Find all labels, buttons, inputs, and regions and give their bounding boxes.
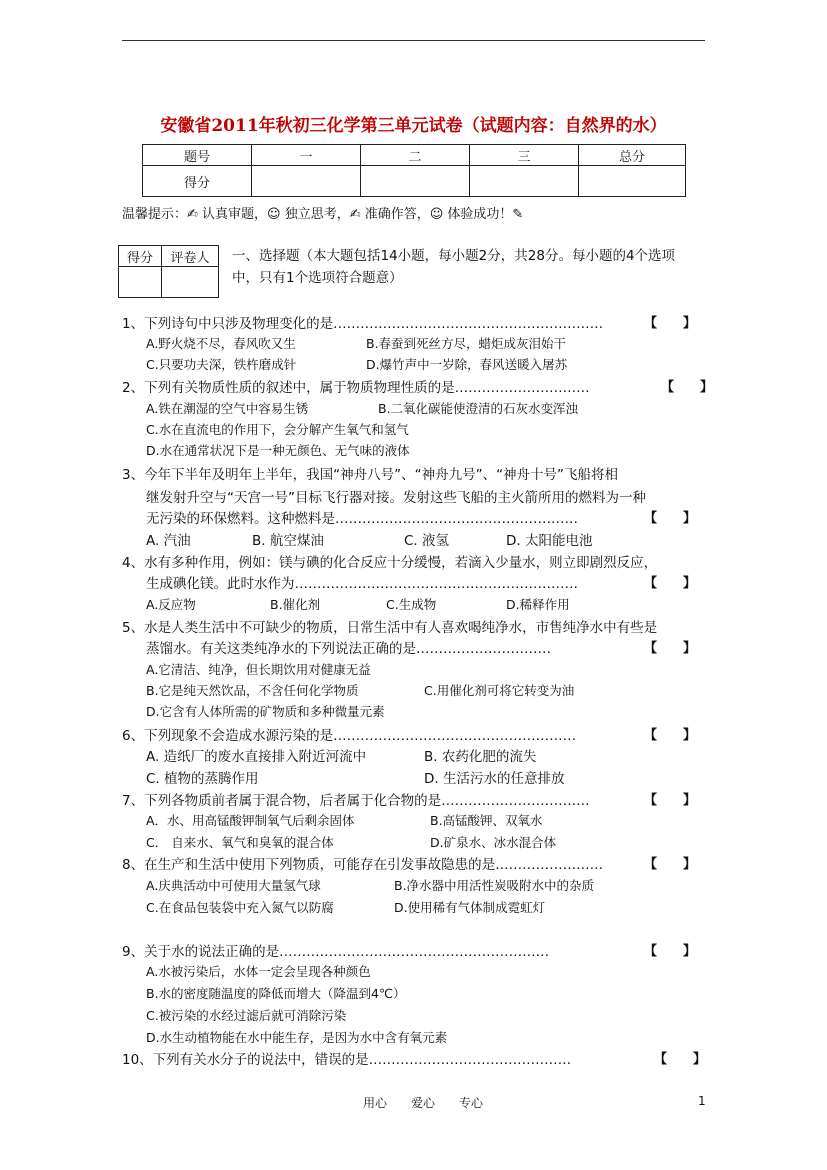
question-3-line-2: 继发射升空与“天宫一号”目标飞行器对接。发射这些飞船的主火箭所用的燃料为一种 [146,490,646,506]
score-header-cell: 总分 [579,145,686,166]
answer-bracket[interactable]: 【 】 [644,728,697,743]
option-c: C. 植物的蒸腾作用 [146,771,259,787]
option-b: B. 农药化肥的流失 [424,749,537,765]
option-d: D.矿泉水、冰水混合体 [430,835,557,850]
option-c: C.只要功夫深，铁杵磨成针 [146,357,297,372]
option-c: C.水在直流电的作用下，会分解产生氧气和氢气 [146,422,409,437]
option-d: D.水在通常状况下是一种无颜色、无气味的液体 [146,443,410,458]
score-header-cell: 二 [361,145,470,166]
score-row-label: 得分 [143,166,252,197]
option-c: C． 自来水、氧气和臭氧的混合体 [146,835,334,850]
option-a: A.水被污染后，水体一定会呈现各种颜色 [146,964,371,979]
answer-bracket[interactable]: 【 】 [644,857,697,872]
answer-bracket[interactable]: 【 】 [644,316,697,331]
answer-bracket[interactable]: 【 】 [644,793,697,808]
option-a: A. 汽油 [146,533,191,549]
option-a: A.反应物 [146,597,196,612]
question-5-line-2: 蒸馏水。有关这类纯净水的下列说法正确的是………………………… [146,641,551,657]
option-c: C.用催化剂可将它转变为油 [424,683,575,698]
option-d: D. 太阳能电池 [506,533,593,549]
question-1: 1、下列诗句中只涉及物理变化的是…………………………………………………… [122,316,604,332]
grader-score-blank[interactable] [119,267,162,298]
answer-bracket[interactable]: 【 】 [644,576,697,591]
question-5-line-1: 5、水是人类生活中不可缺少的物质，日常生活中有人喜欢喝纯净水，市售纯净水中有些是 [122,620,658,636]
grader-name-label: 评卷人 [162,246,219,267]
option-d: D.使用稀有气体制成霓虹灯 [394,900,546,915]
option-d: D. 生活污水的任意排放 [424,771,565,787]
option-a: A. 造纸厂的废水直接排入附近河流中 [146,749,367,765]
option-a: A.野火烧不尽，春风吹又生 [146,336,296,351]
option-b: B.它是纯天然饮品，不含任何化学物质 [146,683,359,698]
answer-bracket[interactable]: 【 】 [644,511,697,526]
score-header-cell: 题号 [143,145,252,166]
answer-bracket[interactable]: 【 】 [654,1052,707,1067]
score-blank-cell[interactable] [470,166,579,197]
grader-box [118,245,219,298]
page-title: 安徽省2011年秋初三化学第三单元试卷（试题内容：自然界的水） [160,116,667,136]
page-number: 1 [698,1094,706,1108]
question-8: 8、在生产和生活中使用下列物质，可能存在引发事故隐患的是…………………… [122,857,604,873]
question-3-line-3: 无污染的环保燃料。这种燃料是……………………………………………… [146,511,578,527]
option-b: B.催化剂 [270,597,321,612]
answer-bracket[interactable]: 【 】 [644,641,697,656]
option-b: B.二氧化碳能使澄清的石灰水变浑浊 [378,401,579,416]
question-3-line-1: 3、今年下半年及明年上半年，我国“神舟八号”、“神舟九号”、“神舟十号”飞船将相 [122,467,619,483]
question-4-line-2: 生成碘化镁。此时水作为……………………………………………………… [146,576,578,592]
answer-bracket[interactable]: 【 】 [661,380,714,395]
question-10: 10、下列有关水分子的说法中，错误的是……………………………………… [122,1052,572,1068]
grader-score-label: 得分 [119,246,162,267]
option-b: B.春蚕到死丝方尽，蜡炬成灰泪始干 [366,336,567,351]
question-6: 6、下列现象不会造成水源污染的是……………………………………………… [122,728,577,744]
answer-bracket[interactable]: 【 】 [644,944,697,959]
option-d: D.稀释作用 [506,597,570,612]
option-a: A.铁在潮湿的空气中容易生锈 [146,401,309,416]
score-blank-cell[interactable] [361,166,470,197]
question-4-line-1: 4、水有多种作用，例如：镁与碘的化合反应十分缓慢，若滴入少量水，则立即剧烈反应， [122,555,658,571]
option-b: B.水的密度随温度的降低而增大（降温到4℃） [146,986,406,1001]
option-c: C.在食品包装袋中充入氮气以防腐 [146,900,334,915]
question-9: 9、关于水的说法正确的是…………………………………………………… [122,944,550,960]
option-c: C.生成物 [386,597,437,612]
option-c: C.被污染的水经过滤后就可消除污染 [146,1008,347,1023]
option-a: A．水、用高锰酸钾制氧气后剩余固体 [146,813,355,828]
header-rule [122,40,705,41]
score-table [142,144,686,197]
tip-line: 温馨提示：✍ 认真审题，☺ 独立思考，✍ 准确作答，☺ 体验成功！✎ [122,207,524,222]
grader-name-blank[interactable] [162,267,219,298]
option-b: B.净水器中用活性炭吸附水中的杂质 [394,878,595,893]
section-intro: 一、选择题（本大题包括14小题，每小题2分，共28分。每小题的4个选项中，只有1个选项符合题意） [232,248,676,286]
option-c: C. 液氢 [404,533,450,549]
option-b: B. 航空煤油 [252,533,324,549]
footer-motto: 用心 爱心 专心 [363,1096,484,1110]
option-d: D.水生动植物能在水中能生存，是因为水中含有氧元素 [146,1030,448,1045]
option-a: A.庆典活动中可使用大量氢气球 [146,878,321,893]
option-a: A.它清洁、纯净，但长期饮用对健康无益 [146,662,371,677]
option-d: D.爆竹声中一岁除，春风送暖入屠苏 [366,357,568,372]
question-2: 2、下列有关物质性质的叙述中，属于物质物理性质的是………………………… [122,380,590,396]
score-header-cell: 一 [252,145,361,166]
score-blank-cell[interactable] [252,166,361,197]
option-b: B.高锰酸钾、双氧水 [430,813,543,828]
question-7: 7、下列各物质前者属于混合物，后者属于化合物的是…………………………… [122,793,590,809]
option-d: D.它含有人体所需的矿物质和多种微量元素 [146,704,385,719]
score-header-cell: 三 [470,145,579,166]
score-blank-cell[interactable] [579,166,686,197]
